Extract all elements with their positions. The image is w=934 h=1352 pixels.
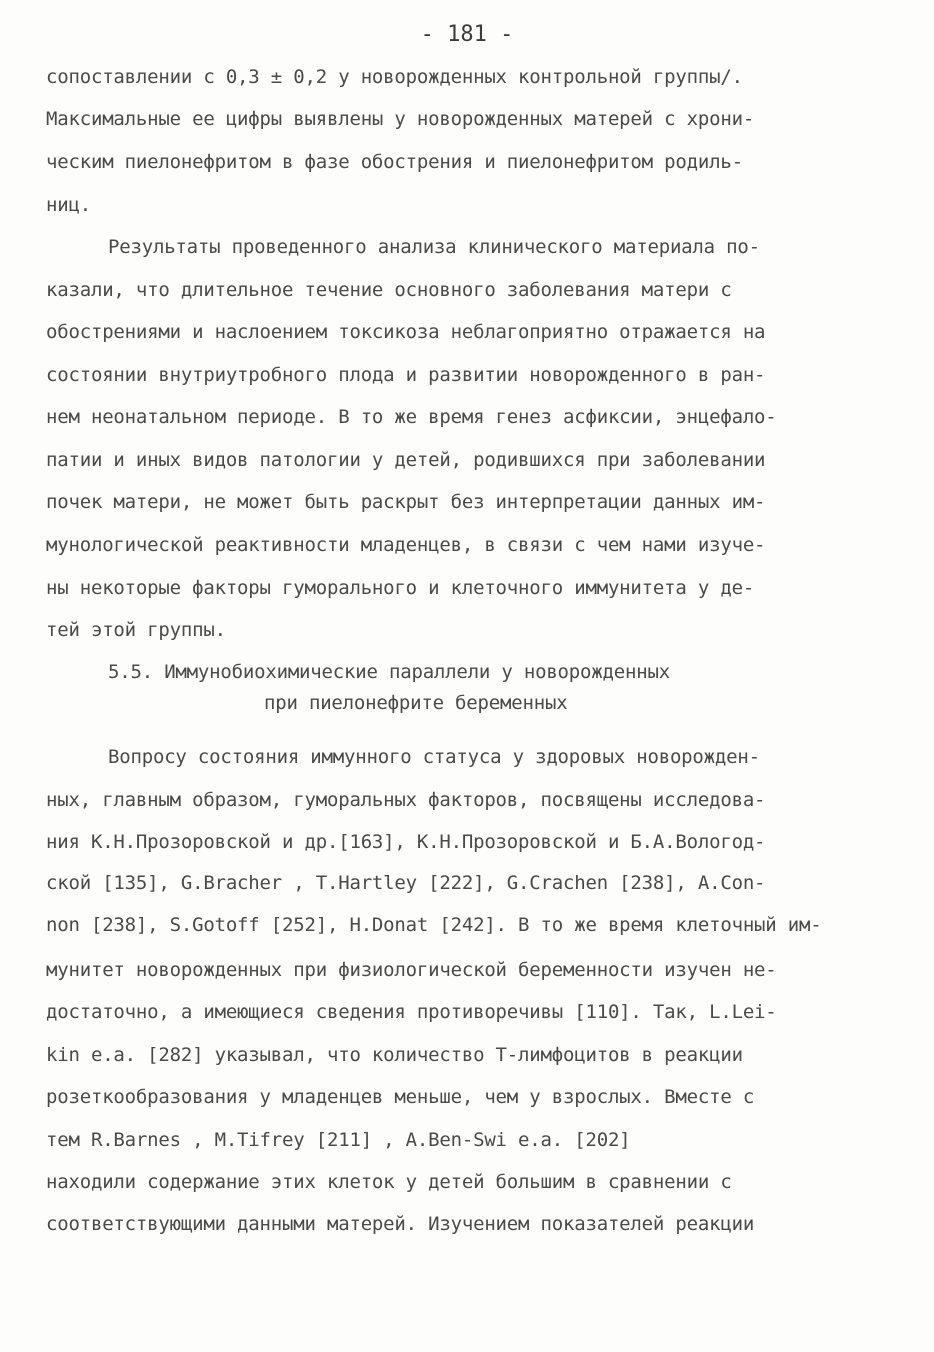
text-line: тем R.Barnes , M.Tifrey [211] , A.Ben-Swi e.a. [202] [46, 1129, 631, 1151]
text-line: мунитет новорожденных при физиологической беременности изучен не- [46, 959, 777, 981]
text-line: ных, главным образом, гуморальных факторов, посвящены исследова- [46, 789, 766, 811]
text-line: kin e.a. [282] указывал, что количество Т-лимфоцитов в реакции [46, 1044, 743, 1066]
section-heading-cont: при пиелонефрите беременных [264, 692, 568, 714]
text-line: соответствующими данными матерей. Изучением показателей реакции [46, 1213, 755, 1235]
text-line: тей этой группы. [46, 619, 226, 641]
text-line: почек матери, не может быть раскрыт без интерпретации данных им- [46, 491, 766, 513]
text-line: находили содержание этих клеток у детей большим в сравнении с [46, 1171, 732, 1193]
text-line: Вопросу состояния иммунного статуса у здоровых новорожден- [108, 746, 760, 768]
text-line: обострениями и наслоением токсикоза неблагоприятно отражается на [46, 321, 766, 343]
text-line: нем неонатальном периоде. В то же время генез асфиксии, энцефало- [46, 406, 777, 428]
text-line: ческим пиелонефритом в фазе обострения и пиелонефритом родиль- [46, 151, 743, 173]
text-line: Максимальные ее цифры выявлены у новорожденных матерей с хрони- [46, 108, 755, 130]
text-line: розеткообразования у младенцев меньше, чем у взрослых. Вместе с [46, 1086, 755, 1108]
text-line: ния К.Н.Прозоровской и др.[163], К.Н.Прозоровской и Б.А.Вологод- [46, 831, 766, 853]
text-line: ской [135], G.Bracher , T.Hartley [222], G.Crachen [238], A.Con- [46, 872, 766, 894]
text-line: Результаты проведенного анализа клинического материала по- [108, 236, 760, 258]
page-number: - 181 - [420, 22, 514, 47]
text-line: ны некоторые факторы гуморального и клеточного иммунитета у де- [46, 577, 755, 599]
text-line: ниц. [46, 194, 91, 216]
text-line: казали, что длительное течение основного заболевания матери с [46, 279, 732, 301]
text-line: достаточно, а имеющиеся сведения противоречивы [110]. Так, L.Lei- [46, 1001, 777, 1023]
text-line: патии и иных видов патологии у детей, родившихся при заболевании [46, 449, 766, 471]
text-line: мунологической реактивности младенцев, в связи с чем нами изуче- [46, 534, 766, 556]
text-line: non [238], S.Gotoff [252], H.Donat [242]. В то же время клеточный им- [46, 914, 822, 936]
text-line: состоянии внутриутробного плода и развитии новорожденного в ран- [46, 364, 766, 386]
text-line: сопоставлении с 0,3 ± 0,2 у новорожденных контрольной группы/. [46, 66, 743, 88]
section-heading: 5.5. Иммунобиохимические параллели у новорожденных [108, 661, 670, 683]
